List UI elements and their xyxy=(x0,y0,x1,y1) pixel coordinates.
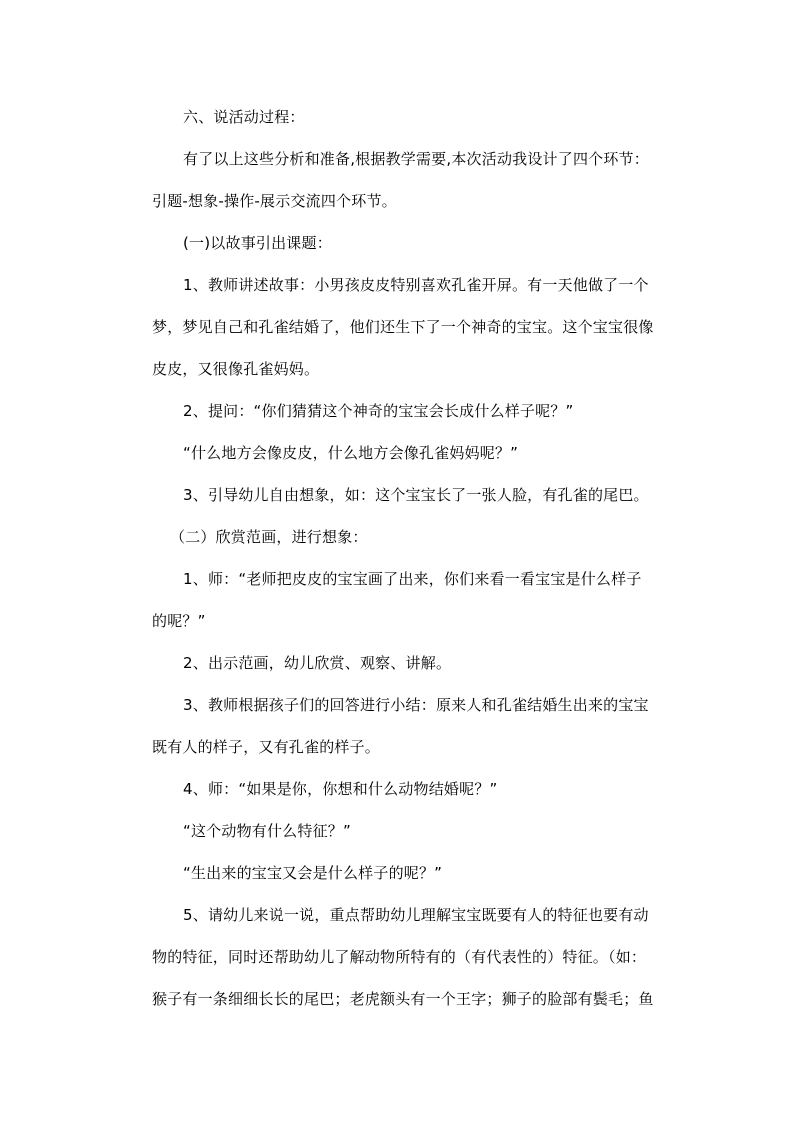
paragraph-line: 猴子有一条细细长长的尾巴；老虎额头有一个王字；狮子的脸部有鬓毛；鱼 xyxy=(152,990,654,1008)
paragraph-line: 5、请幼儿来说一说，重点帮助幼儿理解宝宝既要有人的特征也要有动 xyxy=(183,906,649,924)
subsection-heading-appreciate-paintings: （二）欣赏范画，进行想象： xyxy=(170,528,368,546)
paragraph-line: 物的特征，同时还帮助幼儿了解动物所特有的（有代表性的）特征。（如： xyxy=(152,948,647,966)
paragraph-line: 4、师：“如果是你，你想和什么动物结婚呢？” xyxy=(183,780,498,798)
paragraph-line: 1、师：“老师把皮皮的宝宝画了出来，你们来看一看宝宝是什么样子 xyxy=(183,570,642,588)
section-heading-activity-process: 六、说活动过程： xyxy=(183,108,305,126)
subsection-heading-story-intro: (一)以故事引出课题： xyxy=(183,234,332,252)
paragraph-line: “什么地方会像皮皮，什么地方会像孔雀妈妈呢？” xyxy=(183,444,519,462)
paragraph-line: 有了以上这些分析和准备,根据教学需要,本次活动我设计了四个环节： xyxy=(183,150,649,168)
paragraph-line: 梦，梦见自己和孔雀结婚了，他们还生下了一个神奇的宝宝。这个宝宝很像 xyxy=(152,318,654,336)
paragraph-line: 的呢？” xyxy=(152,612,206,630)
paragraph-line: 2、出示范画，幼儿欣赏、观察、讲解。 xyxy=(183,654,452,672)
paragraph-line: 2、提问：“你们猜猜这个神奇的宝宝会长成什么样子呢？” xyxy=(183,402,574,420)
paragraph-line: “这个动物有什么特征？” xyxy=(183,822,351,840)
paragraph-line: “生出来的宝宝又会是什么样子的呢？” xyxy=(183,864,443,882)
paragraph-line: 3、教师根据孩子们的回答进行小结：原来人和孔雀结婚生出来的宝宝 xyxy=(183,696,649,714)
paragraph-line: 皮皮，又很像孔雀妈妈。 xyxy=(152,360,320,378)
paragraph-line: 引题-想象-操作-展示交流四个环节。 xyxy=(152,192,397,210)
paragraph-line: 3、引导幼儿自由想象，如：这个宝宝长了一张人脸，有孔雀的尾巴。 xyxy=(183,486,649,504)
paragraph-line: 既有人的样子，又有孔雀的样子。 xyxy=(152,738,381,756)
paragraph-line: 1、教师讲述故事：小男孩皮皮特别喜欢孔雀开屏。有一天他做了一个 xyxy=(183,276,649,294)
